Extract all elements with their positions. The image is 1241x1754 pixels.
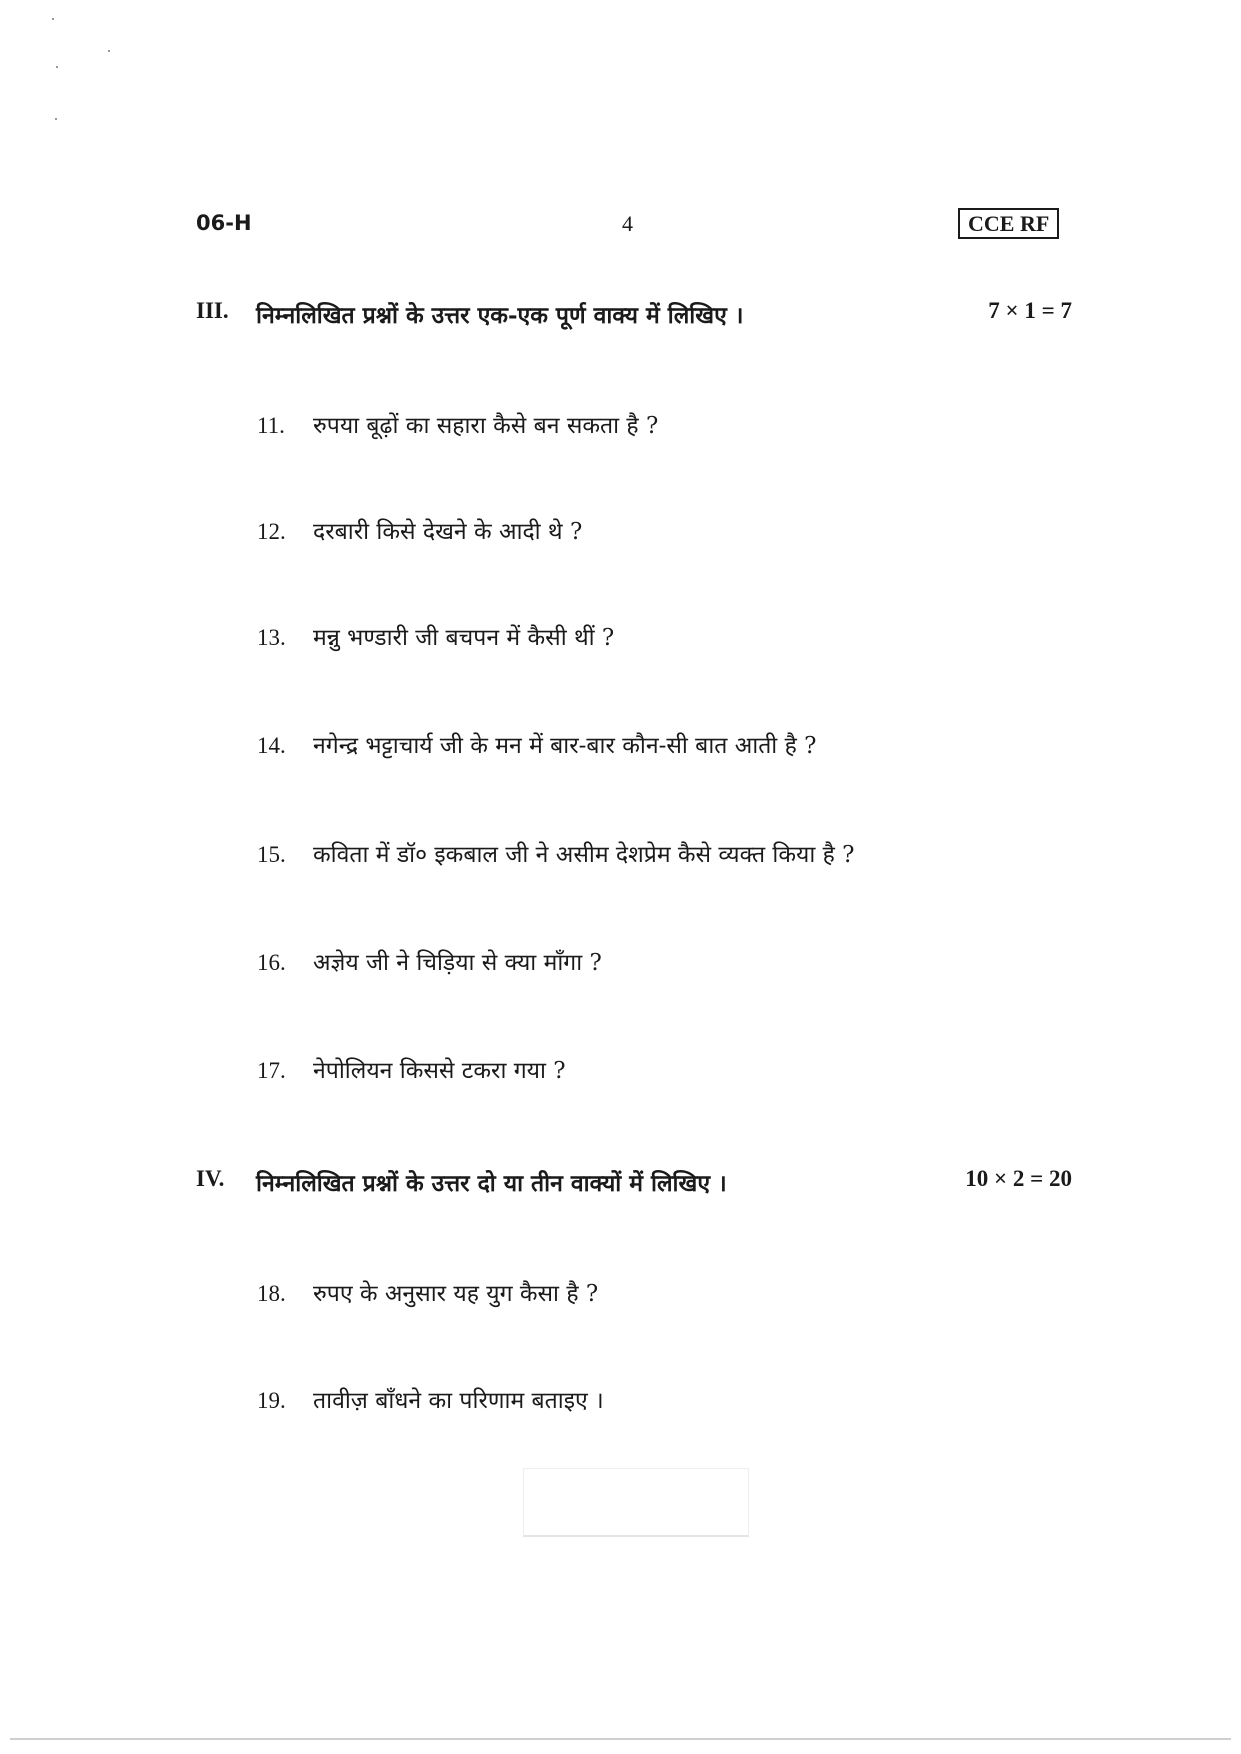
question-number: 17.	[257, 1058, 286, 1083]
section-instruction: निम्नलिखित प्रश्नों के उत्तर एक-एक पूर्ण वाक्य में लिखिए ।	[256, 302, 744, 329]
section-number: III.	[196, 298, 229, 323]
question-text: नेपोलियन किससे टकरा गया ?	[313, 1058, 566, 1084]
bottom-edge-line	[10, 1738, 1231, 1740]
scan-speck	[52, 18, 54, 20]
question-item	[257, 1383, 604, 1415]
question-number: 12.	[257, 519, 286, 544]
section-instruction: निम्नलिखित प्रश्नों के उत्तर दो या तीन वाक्यों में लिखिए ।	[256, 1170, 727, 1197]
question-number: 13.	[257, 625, 286, 650]
section-marks: 7 × 1 = 7	[988, 298, 1072, 323]
section-marks: 10 × 2 = 20	[965, 1166, 1072, 1191]
page-number: 4	[622, 211, 633, 236]
question-text: कविता में डॉ० इकबाल जी ने असीम देशप्रेम कैसे व्यक्त किया है ?	[313, 842, 855, 868]
scan-speck	[55, 118, 57, 120]
scan-speck	[108, 50, 110, 52]
section-number: IV.	[196, 1166, 225, 1191]
question-text: मन्नु भण्डारी जी बचपन में कैसी थीं ?	[313, 625, 615, 651]
question-item	[257, 620, 614, 652]
scan-speck	[56, 66, 58, 68]
question-item	[257, 837, 854, 869]
question-text: तावीज़ बाँधने का परिणाम बताइए ।	[313, 1388, 604, 1414]
faded-stamp-box	[523, 1468, 749, 1537]
question-text: अज्ञेय जी ने चिड़िया से क्या माँगा ?	[313, 950, 602, 976]
question-number: 11.	[257, 413, 285, 438]
question-text: दरबारी किसे देखने के आदी थे ?	[313, 519, 583, 545]
question-number: 14.	[257, 733, 286, 758]
question-item	[257, 408, 658, 440]
question-number: 19.	[257, 1388, 286, 1413]
question-text: रुपए के अनुसार यह युग कैसा है ?	[313, 1281, 599, 1307]
question-number: 16.	[257, 950, 286, 975]
question-number: 18.	[257, 1281, 286, 1306]
question-text: रुपया बूढ़ों का सहारा कैसे बन सकता है ?	[313, 413, 659, 439]
question-item	[257, 945, 602, 977]
paper-badge: CCE RF	[958, 208, 1059, 239]
question-item	[257, 514, 582, 546]
question-item	[257, 1053, 566, 1085]
paper-code: 06-H	[196, 211, 252, 235]
question-number: 15.	[257, 842, 286, 867]
question-text: नगेन्द्र भट्टाचार्य जी के मन में बार-बार कौन-सी बात आती है ?	[313, 733, 817, 759]
question-item	[257, 1276, 598, 1308]
question-item	[257, 728, 816, 760]
